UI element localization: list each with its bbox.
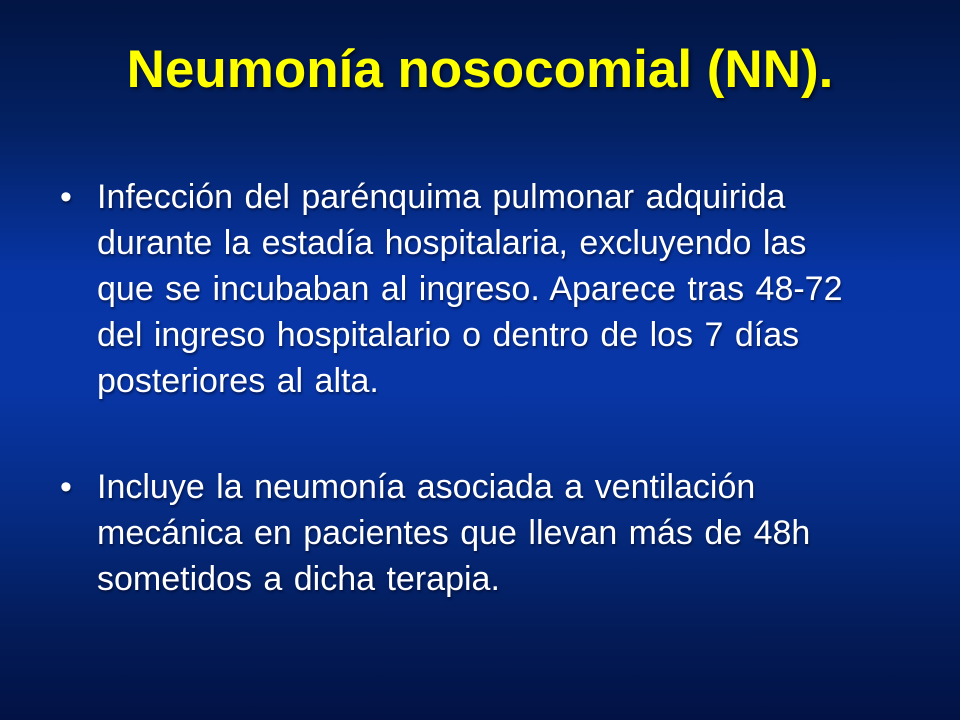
slide-title: Neumonía nosocomial (NN).	[126, 40, 834, 99]
bullet-text-line: del ingreso hospitalario o dentro de los 7 días	[97, 316, 800, 354]
bullet-text-line: durante la estadía hospitalaria, excluyendo las	[97, 224, 807, 262]
slide-body	[58, 174, 930, 602]
bullet-text-line: sometidos a dicha terapia.	[97, 560, 500, 598]
bullet-text	[97, 174, 930, 404]
bullet-item	[58, 174, 930, 404]
bullet-text-line: Infección del parénquima pulmonar adquirida	[97, 178, 786, 216]
bullet-item	[58, 464, 930, 602]
bullet-text	[97, 464, 930, 602]
bullet-text-line: posteriores al alta.	[97, 362, 379, 400]
bullet-icon: •	[60, 178, 72, 216]
bullet-text-line: Incluye la neumonía asociada a ventilación	[97, 468, 756, 506]
bullet-icon: •	[60, 468, 72, 506]
bullet-text-line: mecánica en pacientes que llevan más de 48h	[97, 514, 811, 552]
bullet-text-line: que se incubaban al ingreso. Aparece tras 48-72	[97, 270, 843, 308]
